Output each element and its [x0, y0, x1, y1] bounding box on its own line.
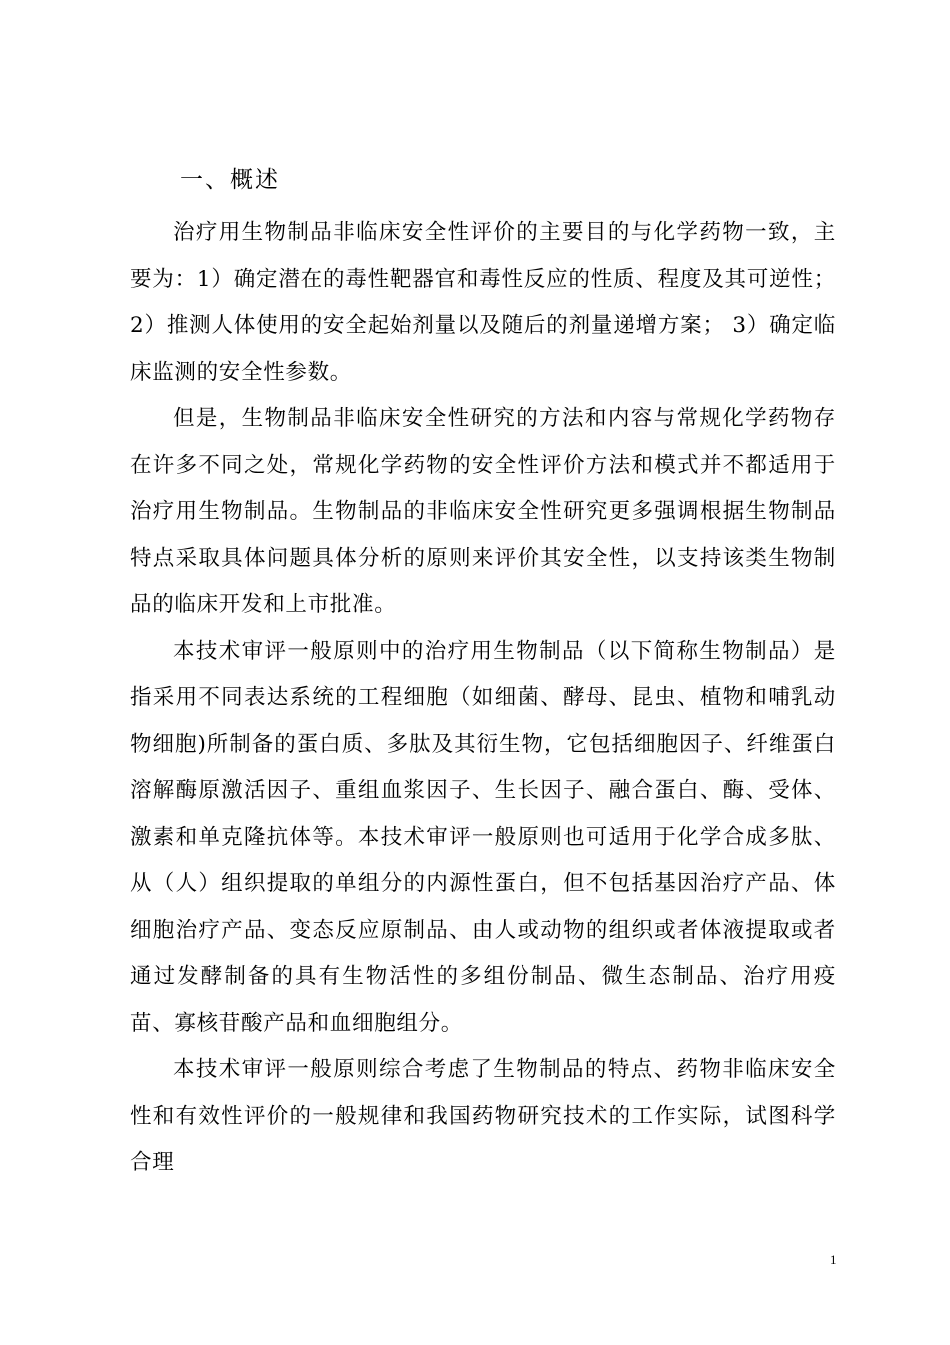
- page-number: 1: [830, 1252, 837, 1267]
- paragraph-principles: 本技术审评一般原则综合考虑了生物制品的特点、药物非临床安全性和有效性评价的一般规律和我国药物研究技术的工作实际，试图科学合理: [130, 1057, 836, 1175]
- section-heading: 一、概述: [180, 167, 280, 193]
- paragraph-differences: 但是，生物制品非临床安全性研究的方法和内容与常规化学药物存在许多不同之处，常规化学药物的安全性评价方法和模式并不都适用于治疗用生物制品。生物制品的非临床安全性研究更多强调根据生物制品特点采取具体问题具体分析的原则来评价其安全性，以支持该类生物制品的临床开发和上市批准。: [130, 406, 836, 617]
- body-text: [130, 210, 836, 1187]
- paragraph-purpose: 治疗用生物制品非临床安全性评价的主要目的与化学药物一致，主要为：1）确定潜在的毒性靶器官和毒性反应的性质、程度及其可逆性； 2）推测人体使用的安全起始剂量以及随后的剂量递增方案； 3）确定临床监测的安全性参数。: [130, 220, 836, 385]
- paragraph-scope: 本技术审评一般原则中的治疗用生物制品（以下简称生物制品）是指采用不同表达系统的工程细胞（如细菌、酵母、昆虫、植物和哺乳动物细胞)所制备的蛋白质、多肽及其衍生物，它包括细胞因子、纤维蛋白溶解酶原激活因子、重组血浆因子、生长因子、融合蛋白、酶、受体、激素和单克隆抗体等。本技术审评一般原则也可适用于化学合成多肽、从（人）组织提取的单组分的内源性蛋白，但不包括基因治疗产品、体细胞治疗产品、变态反应原制品、由人或动物的组织或者体液提取或者通过发酵制备的具有生物活性的多组份制品、微生态制品、治疗用疫苗、寡核苷酸产品和血细胞组分。: [130, 638, 836, 1036]
